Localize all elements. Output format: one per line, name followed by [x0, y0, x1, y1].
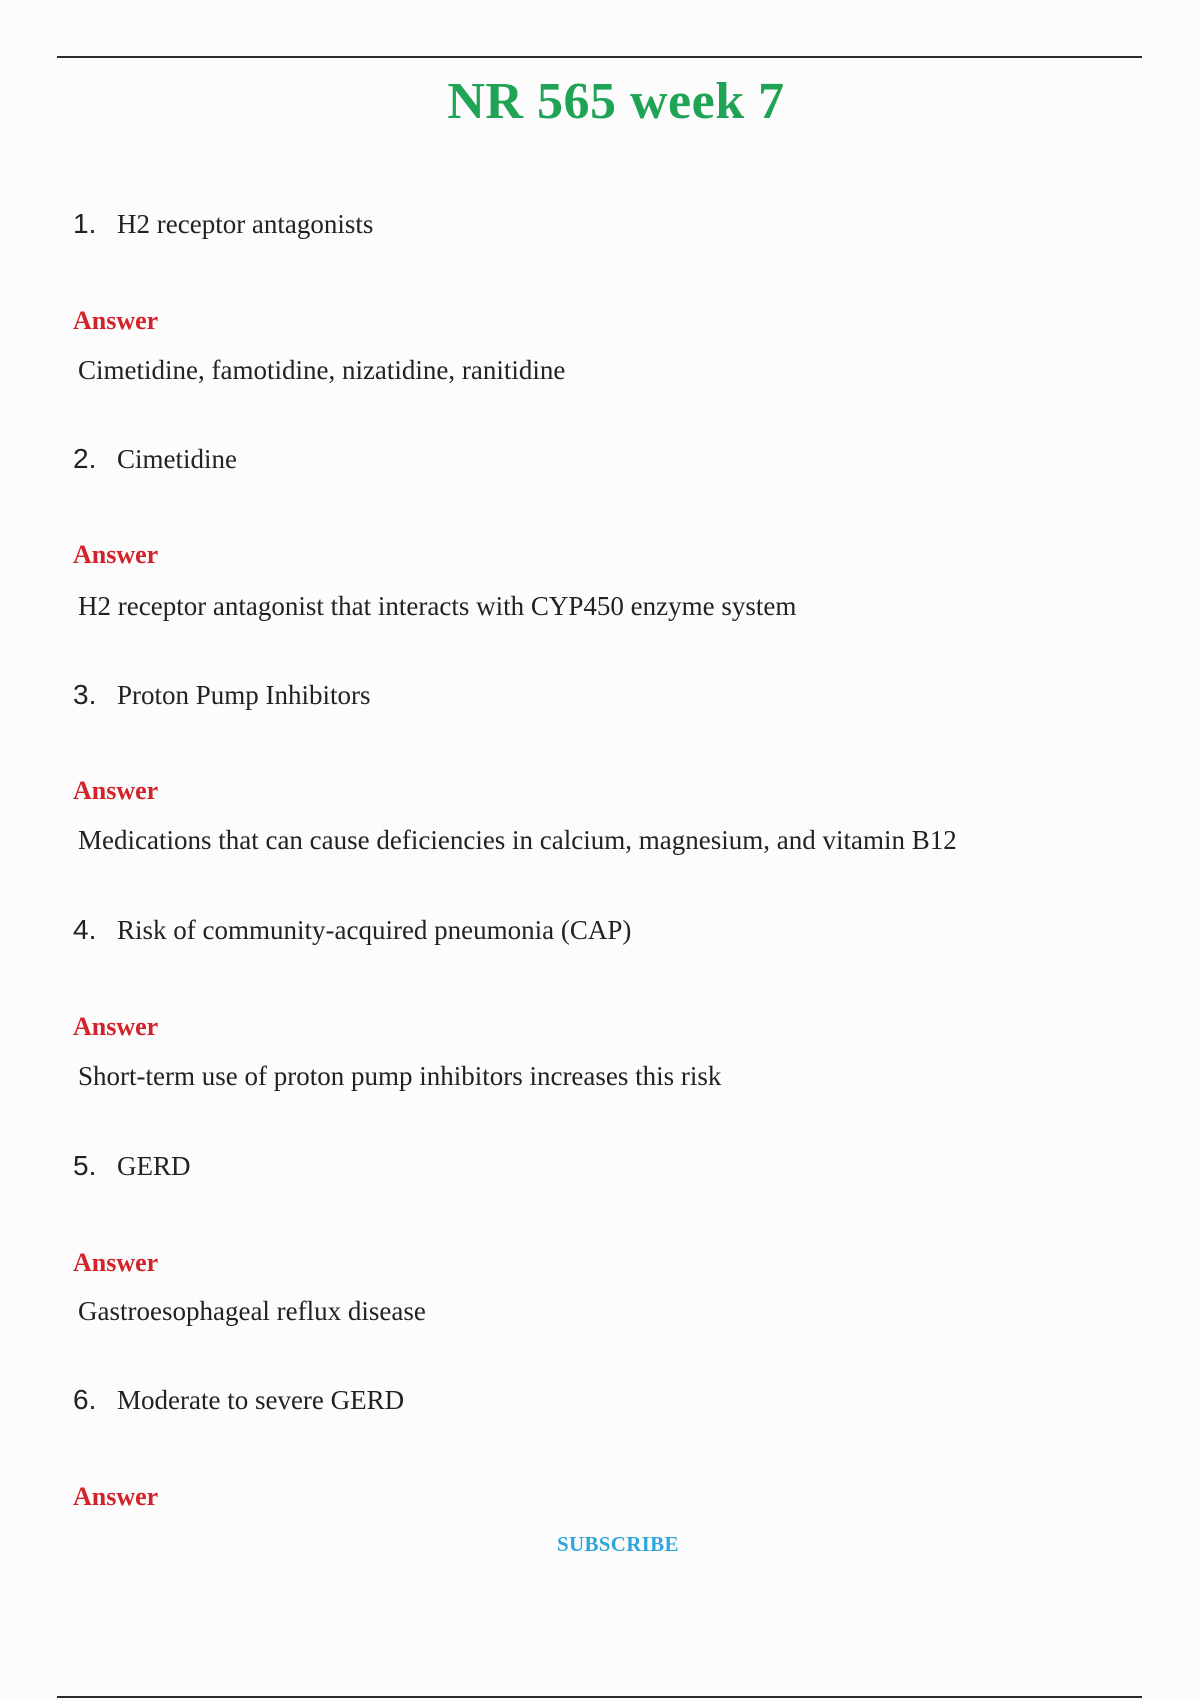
question [73, 1384, 1133, 1424]
qa-item [73, 1384, 1133, 1511]
subscribe-link[interactable]: SUBSCRIBE [557, 1532, 679, 1556]
answer-text: Cimetidine, famotidine, nizatidine, ranitidine [78, 355, 566, 385]
question-number: 3. [73, 679, 97, 710]
question-number: 4. [73, 914, 97, 945]
qa-item [73, 914, 1133, 1091]
answer-label: Answer [73, 776, 159, 805]
answer-label: Answer [73, 1482, 159, 1511]
question-text: Cimetidine [117, 444, 237, 474]
question [73, 1150, 1133, 1190]
question-text: Risk of community-acquired pneumonia (CAP) [117, 915, 632, 945]
answer-text: Short-term use of proton pump inhibitors increases this risk [78, 1061, 722, 1091]
question-text: Moderate to severe GERD [117, 1385, 405, 1415]
answer-label: Answer [73, 1012, 159, 1041]
answer-label: Answer [73, 306, 159, 335]
top-rule [57, 56, 1142, 58]
question [73, 914, 1133, 954]
answer-text: Gastroesophageal reflux disease [78, 1296, 426, 1326]
answer-text: H2 receptor antagonist that interacts with CYP450 enzyme system [78, 591, 797, 621]
qa-item [73, 1150, 1133, 1326]
answer-text: Medications that can cause deficiencies in calcium, magnesium, and vitamin B12 [78, 825, 957, 855]
qa-item [73, 443, 1133, 621]
document-title: NR 565 week 7 [447, 73, 785, 130]
qa-item [73, 679, 1133, 855]
question-number: 1. [73, 208, 97, 239]
question-number: 2. [73, 443, 97, 474]
qa-item [73, 208, 1133, 385]
question-number: 6. [73, 1384, 97, 1415]
question-text: H2 receptor antagonists [117, 209, 374, 239]
question-number: 5. [73, 1150, 97, 1181]
question [73, 443, 1133, 483]
question [73, 208, 1133, 248]
question-text: GERD [117, 1151, 191, 1181]
answer-label: Answer [73, 540, 159, 569]
answer-label: Answer [73, 1248, 159, 1277]
bottom-rule [57, 1696, 1142, 1698]
question-text: Proton Pump Inhibitors [117, 680, 371, 710]
question [73, 679, 1133, 719]
